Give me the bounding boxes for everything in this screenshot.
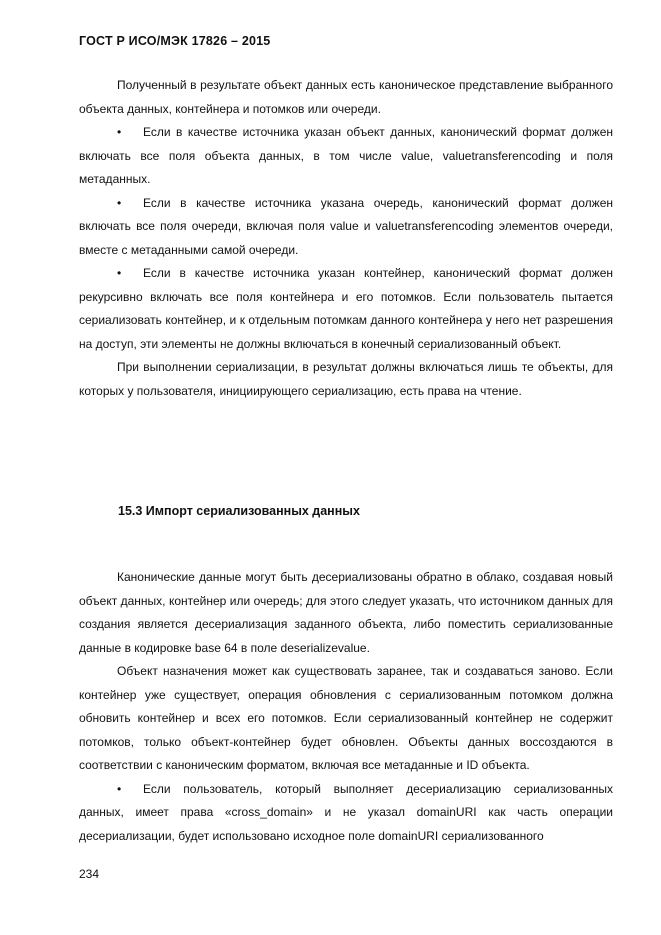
bullet-text: Если пользователь, который выполняет десериализацию сериализованных данных, имеет права «cross_domain» и не указал domainURI как часть операции десериализации, будет использовано исходное поле domainURI сериализованного <box>79 781 613 843</box>
bullet-text: Если в качестве источника указан объект данных, канонический формат должен включать все поля объекта данных, в том числе value, valuetransferencoding и поля метаданных. <box>79 125 613 186</box>
section-import-body <box>79 566 613 848</box>
section-serialization-body <box>79 74 613 403</box>
bullet-item <box>79 121 613 192</box>
bullet-item <box>79 262 613 356</box>
standard-header: ГОСТ Р ИСО/МЭК 17826 – 2015 <box>79 34 271 48</box>
paragraph: Канонические данные могут быть десериализованы обратно в облако, создавая новый объект данных, контейнер или очередь; для этого следует указать, что источником данных для создания является десериализация заданного объекта, либо поместить сериализованные данные в кодировке base 64 в поле deserializevalue. <box>79 570 613 655</box>
paragraph: При выполнении сериализации, в результат должны включаться лишь те объекты, для которых у пользователя, инициирующего сериализацию, есть права на чтение. <box>79 360 613 398</box>
bullet-text: Если в качестве источника указана очередь, канонический формат должен включать все поля очереди, включая поля value и valuetransferencoding элементов очереди, вместе с метаданными самой очереди. <box>79 195 613 257</box>
bullet-item <box>79 192 613 263</box>
bullet-item <box>79 778 613 849</box>
bullet-icon: • <box>117 125 122 139</box>
page-number: 234 <box>79 867 100 881</box>
bullet-icon: • <box>117 781 122 796</box>
section-heading: 15.3 Импорт сериализованных данных <box>118 504 360 518</box>
paragraph: Полученный в результате объект данных есть каноническое представление выбранного объекта данных, контейнера и потомков или очереди. <box>79 78 613 116</box>
bullet-text: Если в качестве источника указан контейнер, канонический формат должен рекурсивно включать все поля контейнера и его потомков. Если пользователь пытается сериализовать контейнер, и к отдельным потомкам данного контейнера у него нет разрешения на доступ, эти элементы не должны включаться в конечный сериализованный объект. <box>79 266 613 351</box>
bullet-icon: • <box>117 195 122 210</box>
paragraph: Объект назначения может как существовать заранее, так и создаваться заново. Если контейнер уже существует, операция обновления с сериализованным потомком должна обновить контейнер и всех его потомков. Если сериализованный контейнер не содержит потомков, только объект-контейнер будет обновлен. Объекты данных воссоздаются в соответствии с каноническим форматом, включая все метаданные и ID объекта. <box>79 664 613 772</box>
bullet-icon: • <box>117 266 122 280</box>
